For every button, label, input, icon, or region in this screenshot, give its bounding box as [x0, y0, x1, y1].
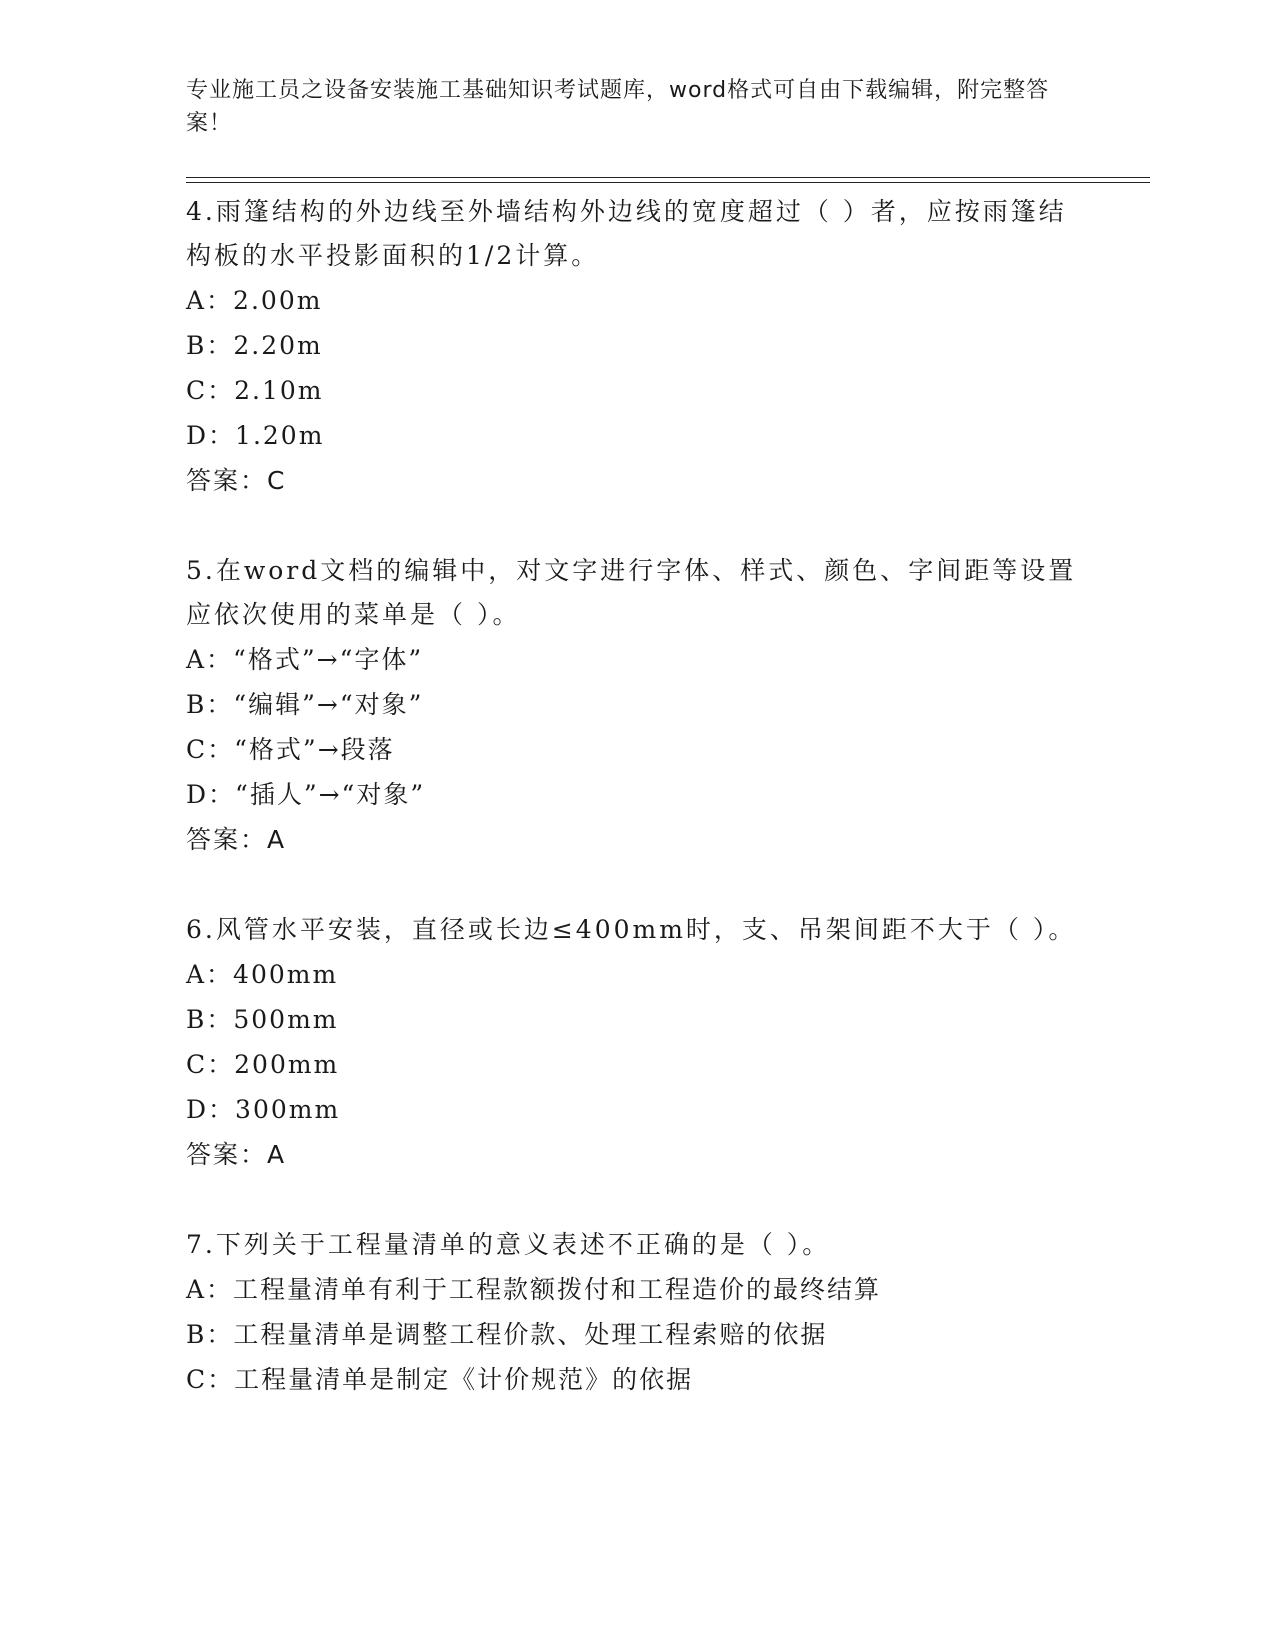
answer-line: 答案：A: [186, 1140, 287, 1169]
option-d: D：“插人”→“对象”: [186, 780, 426, 809]
option-b: B：“编辑”→“对象”: [186, 690, 424, 719]
option-c: C：200mm: [186, 1050, 340, 1079]
option-a: A：400mm: [186, 960, 339, 989]
option-a: A：工程量清单有利于工程款额拨付和工程造价的最终结算: [186, 1275, 882, 1304]
option-c: C：“格式”→段落: [186, 735, 395, 764]
option-b: B：2.20m: [186, 331, 323, 360]
question-stem: 5.在word文档的编辑中，对文字进行字体、样式、颜色、字间距等设置应依次使用的菜单是（ ）。: [186, 556, 1077, 629]
option-c: C：工程量清单是制定《计价规范》的依据: [186, 1365, 694, 1394]
question-stem: 4.雨篷结构的外边线至外墙结构外边线的宽度超过（ ）者，应按雨篷结构板的水平投影面积的1/2计算。: [186, 197, 1067, 270]
answer-line: 答案：C: [186, 466, 287, 495]
option-a: A：“格式”→“字体”: [186, 645, 424, 674]
header-divider-bottom: [186, 182, 1150, 183]
header-divider-top: [186, 177, 1150, 178]
answer-line: 答案：A: [186, 825, 287, 854]
question-7: [186, 1223, 1086, 1402]
option-b: B：500mm: [186, 1005, 339, 1034]
option-b: B：工程量清单是调整工程价款、处理工程索赔的依据: [186, 1320, 828, 1349]
document-header: 专业施工员之设备安装施工基础知识考试题库，word格式可自由下载编辑，附完整答案！: [186, 78, 1050, 136]
option-d: D：1.20m: [186, 421, 325, 450]
question-4: [186, 190, 1086, 503]
question-stem: 6.风管水平安装，直径或长边≤400mm时，支、吊架间距不大于（ ）。: [186, 915, 1077, 944]
option-a: A：2.00m: [186, 286, 323, 315]
option-d: D：300mm: [186, 1095, 341, 1124]
question-stem: 7.下列关于工程量清单的意义表述不正确的是（ ）。: [186, 1230, 831, 1259]
option-c: C：2.10m: [186, 376, 324, 405]
question-6: [186, 908, 1086, 1177]
question-5: [186, 549, 1086, 862]
question-list: [186, 190, 1086, 1448]
